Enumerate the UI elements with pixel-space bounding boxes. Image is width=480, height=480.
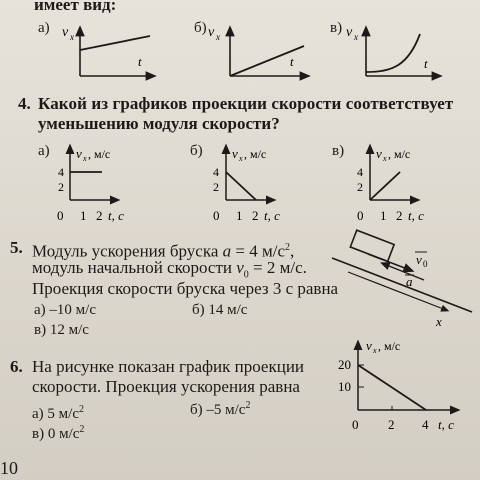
top-graph-a-letter: а): [38, 20, 50, 36]
q4-graph-a-y-unit: , м/с: [88, 147, 111, 161]
q5-answer-a-text: –10 м/с: [49, 302, 96, 318]
q6-line2: скорости. Проекция ускорения равна: [32, 377, 300, 396]
q4-graph-v: [357, 146, 424, 223]
q6-ytick-10: 10: [338, 379, 351, 394]
q6-y-sub: x: [373, 346, 377, 355]
q6-ytick-20: 20: [338, 357, 351, 372]
q6-answer-v-sup: 2: [79, 424, 85, 435]
top-graph-b-letter: б): [194, 20, 207, 36]
q6-answer-v: [32, 424, 84, 443]
q5-line2-sub: 0: [243, 269, 249, 281]
q5-number: 5.: [10, 238, 23, 257]
q6-answer-a-sup: 2: [78, 404, 84, 415]
q5-line2-a: модуль начальной скорости: [32, 258, 237, 277]
top-graph-a-line: [80, 36, 150, 50]
q5-line3: Проекция скорости бруска через 3 с равна: [32, 279, 339, 298]
top-heading-tail: имеет вид:: [34, 0, 117, 14]
top-graph-a-x-label: t: [138, 54, 142, 69]
q6-y-label: v: [366, 338, 372, 353]
q5-line2-b: = 2 м/с.: [248, 258, 307, 277]
q5-block: [350, 230, 394, 261]
q4-graphs-figure: [0, 138, 480, 228]
q6-xtick-2: 2: [388, 417, 395, 432]
q6-data-line: [358, 365, 426, 410]
q6-velocity-graph: [330, 336, 480, 440]
q5-line1-sup: 2: [285, 242, 290, 253]
q6-answer-v-text: 0 м/с: [47, 426, 80, 442]
q4-graph-a-letter: а): [38, 143, 50, 159]
q4-graph-b-xtick-2: 2: [252, 208, 259, 223]
q5-velocity-label: v: [416, 252, 422, 267]
top-graph-b: [208, 25, 306, 76]
top-graph-v-curve: [366, 34, 420, 72]
q4-graph-a-xtick-0: 0: [57, 208, 64, 223]
q6-line1: На рисунке показан график проекции: [32, 357, 305, 376]
q4-graph-a-ytick-2: 2: [58, 180, 64, 194]
q4-graph-b-x-label: t, с: [264, 208, 280, 223]
q4-graph-v-y-unit: , м/с: [388, 147, 411, 161]
q4-graph-b-xtick-1: 1: [236, 208, 243, 223]
q5-answer-a-letter: а): [34, 302, 46, 318]
top-graph-a: [62, 25, 152, 76]
q6-answer-b: [190, 400, 250, 419]
top-graph-a-y-label: v: [62, 25, 69, 40]
q5-answer-a: [34, 302, 96, 319]
q4-graph-b-letter: б): [190, 143, 203, 159]
q5-x-axis-label: x: [436, 314, 442, 328]
q4-graph-v-ytick-4: 4: [357, 165, 363, 179]
q6-xtick-0: 0: [352, 417, 359, 432]
q4-graph-v-x-label: t, с: [408, 208, 424, 223]
q6-answer-b-text: –5 м/с: [206, 402, 246, 418]
q4-graph-b-ytick-4: 4: [213, 165, 219, 179]
q5-line1-b: = 4 м/с: [231, 241, 285, 261]
q5-answer-b-letter: б): [192, 302, 205, 318]
q5-answer-v-letter: в): [34, 322, 47, 338]
q5-answer-v: [34, 322, 89, 339]
top-graph-a-y-sub: x: [70, 32, 74, 42]
q5-answer-b-text: 14 м/с: [208, 302, 248, 318]
q4-graph-b-y-sub: x: [239, 154, 243, 163]
q6-y-unit: , м/с: [378, 339, 401, 353]
q4-line2: уменьшению модуля скорости?: [38, 114, 280, 133]
q4-graph-b-y-unit: , м/с: [244, 147, 267, 161]
q4-graph-b-line: [226, 172, 256, 200]
q4-graph-a-xtick-1: 1: [80, 208, 87, 223]
q4-graph-v-y-label: v: [376, 146, 382, 161]
q4-graph-b-xtick-0: 0: [213, 208, 220, 223]
top-graph-b-x-label: t: [290, 54, 294, 69]
q5-line1-c: ,: [290, 241, 295, 261]
page-number: 10: [0, 458, 18, 478]
q6-answer-a-text: 5 м/с: [47, 406, 79, 422]
q4-graph-v-xtick-2: 2: [396, 208, 403, 223]
q4-graph-v-letter: в): [332, 143, 345, 159]
q6-answer-b-sup: 2: [245, 400, 251, 411]
q5-velocity-sub: 0: [423, 259, 428, 269]
q6-answer-a-letter: а): [32, 406, 44, 422]
q4-graph-v-line: [370, 172, 400, 200]
q4-graph-v-xtick-0: 0: [357, 208, 364, 223]
q5-answer-b: [192, 302, 247, 319]
q5-line1-var: a: [222, 241, 232, 261]
q4-line1: Какой из графиков проекции скорости соответствует: [38, 94, 454, 113]
top-graph-b-y-label: v: [208, 25, 215, 40]
q4-graph-a: [57, 146, 124, 223]
top-graphs-figure: [0, 0, 480, 92]
q4-graph-b-ytick-2: 2: [213, 180, 219, 194]
q6-number: 6.: [10, 357, 23, 376]
q4-graph-b: [213, 146, 280, 223]
q5-acceleration-label: a: [406, 274, 413, 289]
q5-line2-var: v: [236, 258, 244, 277]
top-graph-v-letter: в): [330, 20, 343, 36]
top-graph-v-x-label: t: [424, 56, 428, 71]
q4-graph-a-ytick-4: 4: [58, 165, 64, 179]
q4-graph-a-y-label: v: [76, 146, 82, 161]
q4-graph-v-ytick-2: 2: [357, 180, 363, 194]
q6-answer-v-letter: в): [32, 426, 45, 442]
q4-number: 4.: [18, 94, 31, 113]
q4-graph-a-x-label: t, с: [108, 208, 124, 223]
q6-xtick-4: 4: [422, 417, 429, 432]
q5-line1-a: Модуль ускорения бруска: [32, 241, 223, 261]
q4-graph-b-y-label: v: [232, 146, 238, 161]
q5-answer-v-text: 12 м/с: [49, 322, 89, 338]
q4-graph-v-xtick-1: 1: [380, 208, 387, 223]
q4-graph-v-y-sub: x: [383, 154, 387, 163]
q6-x-label: t, с: [438, 417, 454, 432]
q5-incline-figure: [328, 228, 478, 328]
q4-graph-a-xtick-2: 2: [96, 208, 103, 223]
q4-graph-a-y-sub: x: [83, 154, 87, 163]
top-graph-v-y-label: v: [346, 25, 353, 40]
top-graph-b-y-sub: x: [216, 32, 220, 42]
q6-answer-a: [32, 404, 84, 423]
top-graph-v-y-sub: x: [354, 32, 358, 42]
top-graph-v: [346, 25, 438, 76]
q6-answer-b-letter: б): [190, 402, 203, 418]
q5-x-axis: [348, 272, 446, 310]
